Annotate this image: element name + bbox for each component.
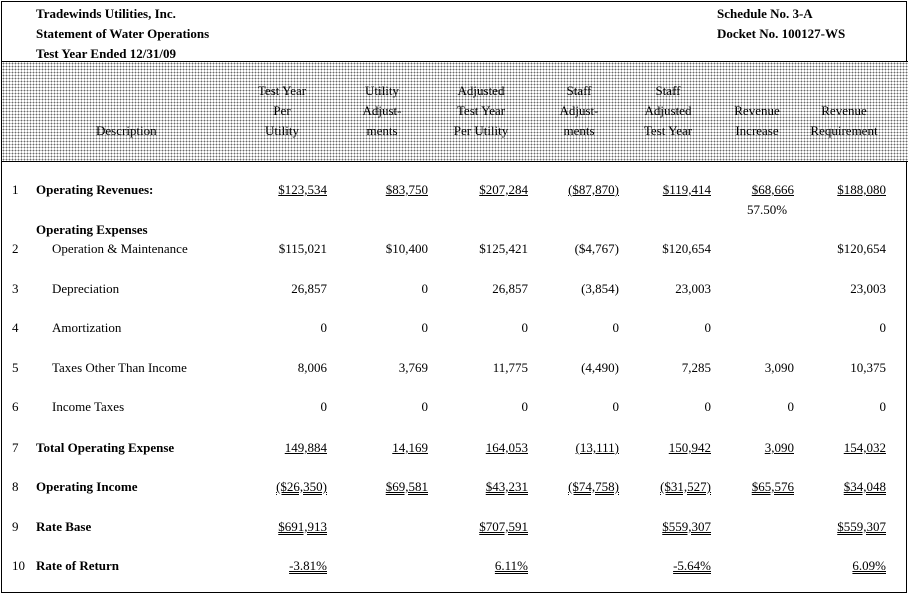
value-cell: 150,942 <box>668 440 711 455</box>
line-number: 2 <box>12 241 19 256</box>
table-row <box>2 556 908 576</box>
value-cell: 0 <box>421 281 428 296</box>
row-label: Income Taxes <box>52 399 125 414</box>
value-cell: 8,006 <box>297 360 327 375</box>
col-head-line: ments <box>366 123 398 138</box>
value-cell: 23,003 <box>850 281 886 296</box>
value-cell: 11,775 <box>492 360 528 375</box>
value-cell: ($31,527) <box>660 479 711 494</box>
value-cell: $43,231 <box>485 479 528 494</box>
value-cell: 149,884 <box>284 440 327 455</box>
col-head-line: Revenue <box>821 103 867 118</box>
value-cell: ($4,767) <box>574 241 619 256</box>
schedule-frame <box>1 1 907 593</box>
revenue-increase-percent: 57.50% <box>747 202 788 217</box>
col-head-adjusted-test-year <box>438 81 524 141</box>
value-cell: $207,284 <box>479 182 528 197</box>
value-cell: 3,090 <box>764 360 794 375</box>
value-cell: 0 <box>320 320 327 335</box>
row-label: Total Operating Expense <box>36 440 175 455</box>
col-head-line: Test Year <box>456 103 506 118</box>
value-cell: 0 <box>879 399 886 414</box>
value-cell: 23,003 <box>675 281 711 296</box>
row-label: Rate Base <box>36 519 92 534</box>
line-number: 6 <box>12 399 19 414</box>
col-head-test-year-per-utility <box>240 81 324 141</box>
value-cell: 0 <box>704 399 711 414</box>
line-number: 7 <box>12 440 19 455</box>
operating-expenses-label: Operating Expenses <box>36 222 148 237</box>
table-row <box>2 180 908 200</box>
value-cell: ($74,758) <box>568 479 619 494</box>
value-cell: $691,913 <box>278 519 327 534</box>
col-head-line: Adjust- <box>362 103 402 118</box>
col-head-line: Test Year <box>643 123 693 138</box>
value-cell: (3,854) <box>581 281 619 296</box>
value-cell: $120,654 <box>837 241 886 256</box>
value-cell: 14,169 <box>392 440 428 455</box>
test-year: Test Year Ended 12/31/09 <box>36 46 177 61</box>
value-cell: ($87,870) <box>568 182 619 197</box>
col-head-line: Test Year <box>257 83 307 98</box>
col-head-line: Adjusted <box>644 103 692 118</box>
value-cell: $707,591 <box>479 519 528 534</box>
col-head-line: Staff <box>566 83 592 98</box>
value-cell: $119,414 <box>662 182 711 197</box>
value-cell: $65,576 <box>751 479 794 494</box>
value-cell: 3,090 <box>764 440 794 455</box>
value-cell: 26,857 <box>291 281 327 296</box>
col-head-line: Increase <box>735 123 779 138</box>
col-head-line: Adjust- <box>559 103 599 118</box>
col-head-line: Staff <box>655 83 681 98</box>
value-cell: 7,285 <box>681 360 711 375</box>
value-cell: (13,111) <box>575 440 619 455</box>
row-label: Taxes Other Than Income <box>52 360 187 375</box>
value-cell: 0 <box>612 320 619 335</box>
line-number: 3 <box>12 281 19 296</box>
value-cell: $559,307 <box>662 519 711 534</box>
value-cell: 0 <box>521 320 528 335</box>
value-cell: -3.81% <box>289 558 327 573</box>
row-label: Operating Income <box>36 479 138 494</box>
line-number: 10 <box>12 558 25 573</box>
row-label: Rate of Return <box>36 558 120 573</box>
line-number: 4 <box>12 320 19 335</box>
table-row <box>2 477 908 497</box>
col-head-line: Adjusted <box>457 83 505 98</box>
value-cell: 0 <box>421 399 428 414</box>
description-header: Description <box>96 123 157 138</box>
table-row <box>2 239 908 259</box>
value-cell: 10,375 <box>850 360 886 375</box>
value-cell: $115,021 <box>278 241 327 256</box>
value-cell: 0 <box>879 320 886 335</box>
row-label: Operating Revenues: <box>36 182 154 197</box>
col-head-line: Utility <box>265 123 299 138</box>
value-cell: 164,053 <box>485 440 528 455</box>
value-cell: (4,490) <box>581 360 619 375</box>
col-head-line: Utility <box>365 83 399 98</box>
col-head-utility-adjustments <box>340 81 424 141</box>
value-cell: 0 <box>320 399 327 414</box>
col-head-line <box>719 81 795 101</box>
value-cell: $120,654 <box>662 241 711 256</box>
line-number: 5 <box>12 360 19 375</box>
value-cell: $34,048 <box>843 479 886 494</box>
value-cell: 3,769 <box>398 360 428 375</box>
statement-title: Statement of Water Operations <box>36 26 210 41</box>
company-name: Tradewinds Utilities, Inc. <box>36 6 176 21</box>
line-number: 8 <box>12 479 19 494</box>
table-row <box>2 358 908 378</box>
value-cell: $68,666 <box>751 182 794 197</box>
value-cell: 0 <box>787 399 794 414</box>
docket-number: Docket No. 100127-WS <box>717 26 846 41</box>
col-head-line <box>798 81 890 101</box>
value-cell: $559,307 <box>837 519 886 534</box>
value-cell: 6.09% <box>852 558 886 573</box>
value-cell: 0 <box>704 320 711 335</box>
table-row <box>2 517 908 537</box>
value-cell: -5.64% <box>673 558 711 573</box>
value-cell: $69,581 <box>385 479 428 494</box>
col-head-line: Revenue <box>734 103 780 118</box>
value-cell: $125,421 <box>479 241 528 256</box>
table-row <box>2 318 908 338</box>
row-label: Amortization <box>52 320 122 335</box>
row-label: Depreciation <box>52 281 120 296</box>
col-head-revenue-increase <box>719 81 795 141</box>
col-head-revenue-requirement <box>798 81 890 141</box>
header-right <box>717 4 845 44</box>
header-left <box>36 4 209 64</box>
table-row <box>2 397 908 417</box>
value-cell: 26,857 <box>492 281 528 296</box>
col-head-staff-adjusted-test-year <box>625 81 711 141</box>
value-cell: $83,750 <box>385 182 428 197</box>
value-cell: 6.11% <box>494 558 528 573</box>
value-cell: ($26,350) <box>276 479 327 494</box>
col-head-line: Per Utility <box>453 123 509 138</box>
col-head-line: Requirement <box>810 123 878 138</box>
col-head-line: ments <box>563 123 595 138</box>
row-label: Operation & Maintenance <box>52 241 188 256</box>
value-cell: 0 <box>421 320 428 335</box>
schedule-number: Schedule No. 3-A <box>717 6 813 21</box>
value-cell: 0 <box>612 399 619 414</box>
col-head-staff-adjustments <box>537 81 621 141</box>
value-cell: $10,400 <box>385 241 428 256</box>
value-cell: $123,534 <box>278 182 327 197</box>
line-number: 1 <box>12 182 19 197</box>
value-cell: 154,032 <box>843 440 886 455</box>
col-head-line: Per <box>273 103 291 118</box>
table-row <box>2 438 908 458</box>
table-row <box>2 279 908 299</box>
line-number: 9 <box>12 519 19 534</box>
value-cell: $188,080 <box>837 182 886 197</box>
value-cell: 0 <box>521 399 528 414</box>
